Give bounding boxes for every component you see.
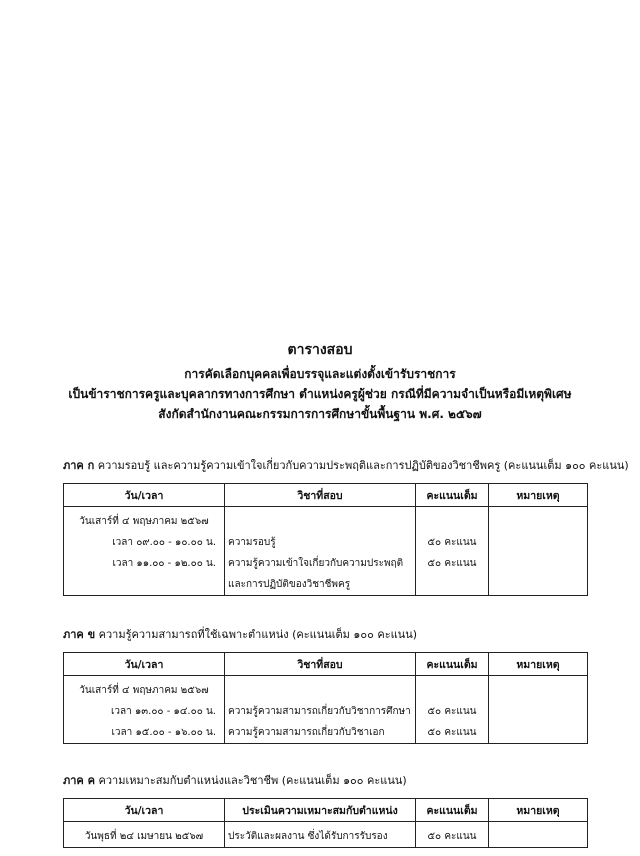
remark-cell [489,676,588,744]
subject-cell [225,507,416,596]
section-b-heading [63,627,583,643]
section-b-description: ความรู้ความสามารถที่ใช้เฉพาะตำแหน่ง (คะแนนเต็ม ๑๐๐ คะแนน) [98,628,418,641]
section-a-table [63,483,588,596]
exam-date: วันเสาร์ที่ ๔ พฤษภาคม ๒๕๖๗ [79,685,209,696]
section-c [63,773,583,848]
subject-1: ความรอบรู้ [228,537,276,548]
table-row [64,676,588,744]
subject-2: ความรู้ความสามารถเกี่ยวกับวิชาเอก [228,727,385,738]
score-2: ๕๐ คะแนน [427,558,477,569]
header-full-score: คะแนนเต็ม [416,484,489,507]
score-cell [416,676,489,744]
exam-time-2: เวลา ๑๕.๐๐ - ๑๖.๐๐ น. [111,727,216,738]
title-block [0,340,640,424]
header-date-time: วัน/เวลา [64,484,225,507]
date-time-cell [64,676,225,744]
remark-cell [489,822,588,848]
header-remark: หมายเหตุ [489,484,588,507]
subject-2-line-1: ความรู้ความเข้าใจเกี่ยวกับความประพฤติ [228,558,404,569]
date-time-cell [64,822,225,848]
table-row [64,507,588,596]
section-b-table [63,652,588,744]
header-full-score: คะแนนเต็ม [416,799,489,822]
table-header-row [64,653,588,676]
exam-time-1: เวลา ๑๓.๐๐ - ๑๔.๐๐ น. [111,706,216,717]
table-row [64,822,588,848]
exam-date: วันพุธที่ ๒๔ เมษายน ๒๕๖๗ [84,831,204,842]
score-1: ๕๐ คะแนน [427,831,477,842]
section-c-description: ความเหมาะสมกับตำแหน่งและวิชาชีพ (คะแนนเต็ม ๑๐๐ คะแนน) [98,774,407,787]
assessment-cell [225,822,416,848]
score-2: ๕๐ คะแนน [427,727,477,738]
subtitle-line-3: สังกัดสำนักงานคณะกรรมการการศึกษาขั้นพื้นฐาน พ.ศ. ๒๕๖๗ [158,407,482,421]
table-header-row [64,799,588,822]
remark-cell [489,507,588,596]
section-b [63,627,583,744]
header-full-score: คะแนนเต็ม [416,653,489,676]
subject-2-line-2: และการปฏิบัติของวิชาชีพครู [228,579,351,590]
section-a-description: ความรอบรู้ และความรู้ความเข้าใจเกี่ยวกับความประพฤติและการปฏิบัติของวิชาชีพครู (คะแนนเต็ม ๑๐๐ คะแนน) [97,459,629,472]
section-a-label: ภาค ก [63,459,95,472]
header-remark: หมายเหตุ [489,653,588,676]
section-a [63,458,629,596]
header-subject: วิชาที่สอบ [225,653,416,676]
score-cell [416,822,489,848]
exam-time-2: เวลา ๑๑.๐๐ - ๑๒.๐๐ น. [112,558,216,569]
date-time-cell [64,507,225,596]
header-subject: วิชาที่สอบ [225,484,416,507]
subject-cell [225,676,416,744]
exam-date: วันเสาร์ที่ ๔ พฤษภาคม ๒๕๖๗ [79,516,209,527]
header-assessment: ประเมินความเหมาะสมกับตำแหน่ง [225,799,416,822]
section-c-table [63,798,588,848]
score-1: ๕๐ คะแนน [427,706,477,717]
score-1: ๕๐ คะแนน [427,537,477,548]
section-b-label: ภาค ข [63,628,96,641]
header-date-time: วัน/เวลา [64,799,225,822]
assessment-1: ประวัติและผลงาน ซึ่งได้รับการรับรอง [228,831,388,842]
header-date-time: วัน/เวลา [64,653,225,676]
page-title: ตารางสอบ [287,342,353,358]
subtitle-line-2: เป็นข้าราชการครูและบุคลากรทางการศึกษา ตำแหน่งครูผู้ช่วย กรณีที่มีความจำเป็นหรือมีเหตุพิเศษ [68,387,572,401]
section-c-label: ภาค ค [63,774,95,787]
section-a-heading [63,458,629,474]
exam-time-1: เวลา ๐๙.๐๐ - ๑๐.๐๐ น. [112,537,216,548]
subject-1: ความรู้ความสามารถเกี่ยวกับวิชาการศึกษา [228,706,411,717]
header-remark: หมายเหตุ [489,799,588,822]
score-cell [416,507,489,596]
table-header-row [64,484,588,507]
section-c-heading [63,773,583,789]
subtitle-line-1: การคัดเลือกบุคคลเพื่อบรรจุและแต่งตั้งเข้ารับราชการ [184,367,456,381]
